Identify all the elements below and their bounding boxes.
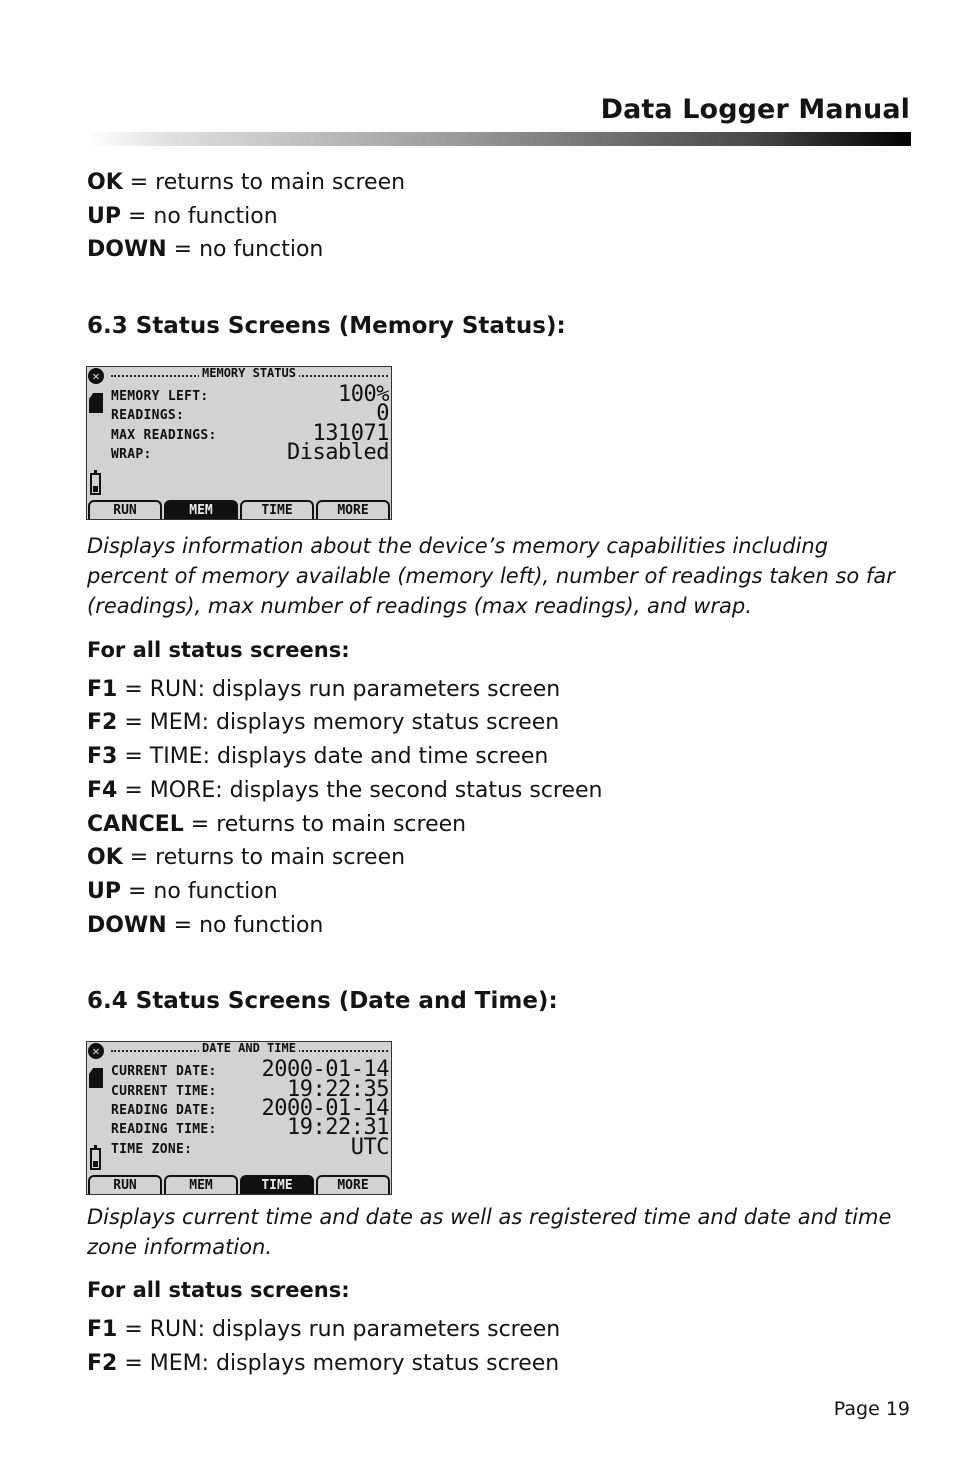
close-icon: ✕ — [88, 1043, 104, 1059]
key-line — [87, 778, 603, 804]
key-line — [87, 237, 323, 263]
key-name: OK — [87, 170, 123, 195]
row-value: 19:22:35 — [287, 1077, 389, 1102]
row-label: TIME ZONE: — [111, 1142, 193, 1157]
row-value: 2000-01-14 — [261, 1096, 389, 1121]
key-name: F4 — [87, 778, 118, 803]
row-label: WRAP: — [111, 447, 152, 462]
row-value: 19:22:31 — [287, 1115, 389, 1140]
status-screens-subheading: For all status screens: — [87, 1278, 350, 1302]
row-label: READINGS: — [111, 408, 185, 423]
tab-mem[interactable]: MEM — [164, 1175, 238, 1194]
row-label: READING DATE: — [111, 1103, 217, 1118]
key-desc: = no function — [166, 913, 324, 938]
tab-time[interactable]: TIME — [240, 500, 314, 519]
key-desc: = MEM: displays memory status screen — [117, 710, 560, 735]
tab-more[interactable]: MORE — [316, 1175, 390, 1194]
key-line — [87, 1351, 559, 1377]
key-line — [87, 170, 405, 196]
tab-time[interactable]: TIME — [240, 1175, 314, 1194]
key-name: F1 — [87, 1317, 118, 1342]
key-desc: = no function — [121, 879, 278, 904]
row-value: 0 — [376, 401, 389, 426]
key-line — [87, 1317, 560, 1343]
row-label: MEMORY LEFT: — [111, 389, 209, 404]
key-desc: = RUN: displays run parameters screen — [117, 1317, 561, 1342]
key-line — [87, 204, 278, 230]
row-label: CURRENT DATE: — [111, 1064, 217, 1079]
row-value: 2000-01-14 — [261, 1057, 389, 1082]
tab-run[interactable]: RUN — [88, 1175, 162, 1194]
key-name: F1 — [87, 677, 118, 702]
key-name: UP — [87, 204, 121, 229]
screen-row — [111, 1135, 389, 1160]
function-tab-bar — [87, 1175, 391, 1194]
key-name: OK — [87, 845, 123, 870]
key-name: DOWN — [87, 913, 167, 938]
key-desc: = no function — [121, 204, 278, 229]
key-name: UP — [87, 879, 121, 904]
tab-more[interactable]: MORE — [316, 500, 390, 519]
memory-status-screen — [86, 366, 392, 520]
status-screens-subheading: For all status screens: — [87, 638, 350, 662]
key-name: CANCEL — [87, 812, 184, 837]
row-label: MAX READINGS: — [111, 428, 217, 443]
section-heading-date-time: 6.4 Status Screens (Date and Time): — [87, 988, 558, 1014]
tab-run[interactable]: RUN — [88, 500, 162, 519]
key-line — [87, 913, 323, 939]
key-desc: = TIME: displays date and time screen — [117, 744, 549, 769]
row-value: 100% — [338, 382, 389, 407]
key-line — [87, 744, 548, 770]
key-desc: = MORE: displays the second status screen — [117, 778, 603, 803]
key-desc: = MEM: displays memory status screen — [117, 1351, 560, 1376]
key-name: F2 — [87, 710, 118, 735]
key-line — [87, 845, 405, 871]
screen-row — [111, 1115, 389, 1140]
section-heading-memory-status: 6.3 Status Screens (Memory Status): — [87, 313, 566, 339]
screen-row — [111, 382, 389, 407]
row-value: Disabled — [287, 440, 389, 465]
row-label: READING TIME: — [111, 1122, 217, 1137]
key-desc: = returns to main screen — [122, 845, 406, 870]
function-tab-bar — [87, 500, 391, 519]
close-icon: ✕ — [88, 368, 104, 384]
screen-title: DATE AND TIME — [109, 1042, 389, 1054]
memory-status-caption: Displays information about the device’s memory capabilities including percent of memory available (memory left), number of readings taken so far (readings), max number of readings (max readings), and wrap. — [87, 534, 895, 618]
tab-mem[interactable]: MEM — [164, 500, 238, 519]
memory-card-icon — [89, 393, 103, 413]
key-line — [87, 710, 559, 736]
page-number: Page 19 — [833, 1398, 910, 1420]
row-value: UTC — [350, 1135, 389, 1160]
key-name: F2 — [87, 1351, 118, 1376]
document-title: Data Logger Manual — [600, 94, 910, 125]
key-desc: = returns to main screen — [183, 812, 467, 837]
memory-card-icon — [89, 1068, 103, 1088]
row-value: 131071 — [312, 421, 389, 446]
screen-title: MEMORY STATUS — [109, 367, 389, 379]
key-name: DOWN — [87, 237, 167, 262]
key-line — [87, 879, 278, 905]
battery-icon — [90, 1148, 101, 1170]
date-time-caption: Displays current time and date as well as registered time and date and time zone information. — [87, 1205, 892, 1259]
row-label: CURRENT TIME: — [111, 1084, 217, 1099]
header-gradient-rule — [88, 132, 911, 146]
battery-icon — [90, 473, 101, 495]
screen-row — [111, 440, 389, 465]
key-desc: = returns to main screen — [122, 170, 406, 195]
key-line — [87, 677, 560, 703]
key-desc: = RUN: displays run parameters screen — [117, 677, 561, 702]
date-time-screen — [86, 1041, 392, 1195]
key-desc: = no function — [166, 237, 324, 262]
key-name: F3 — [87, 744, 118, 769]
key-line — [87, 812, 466, 838]
